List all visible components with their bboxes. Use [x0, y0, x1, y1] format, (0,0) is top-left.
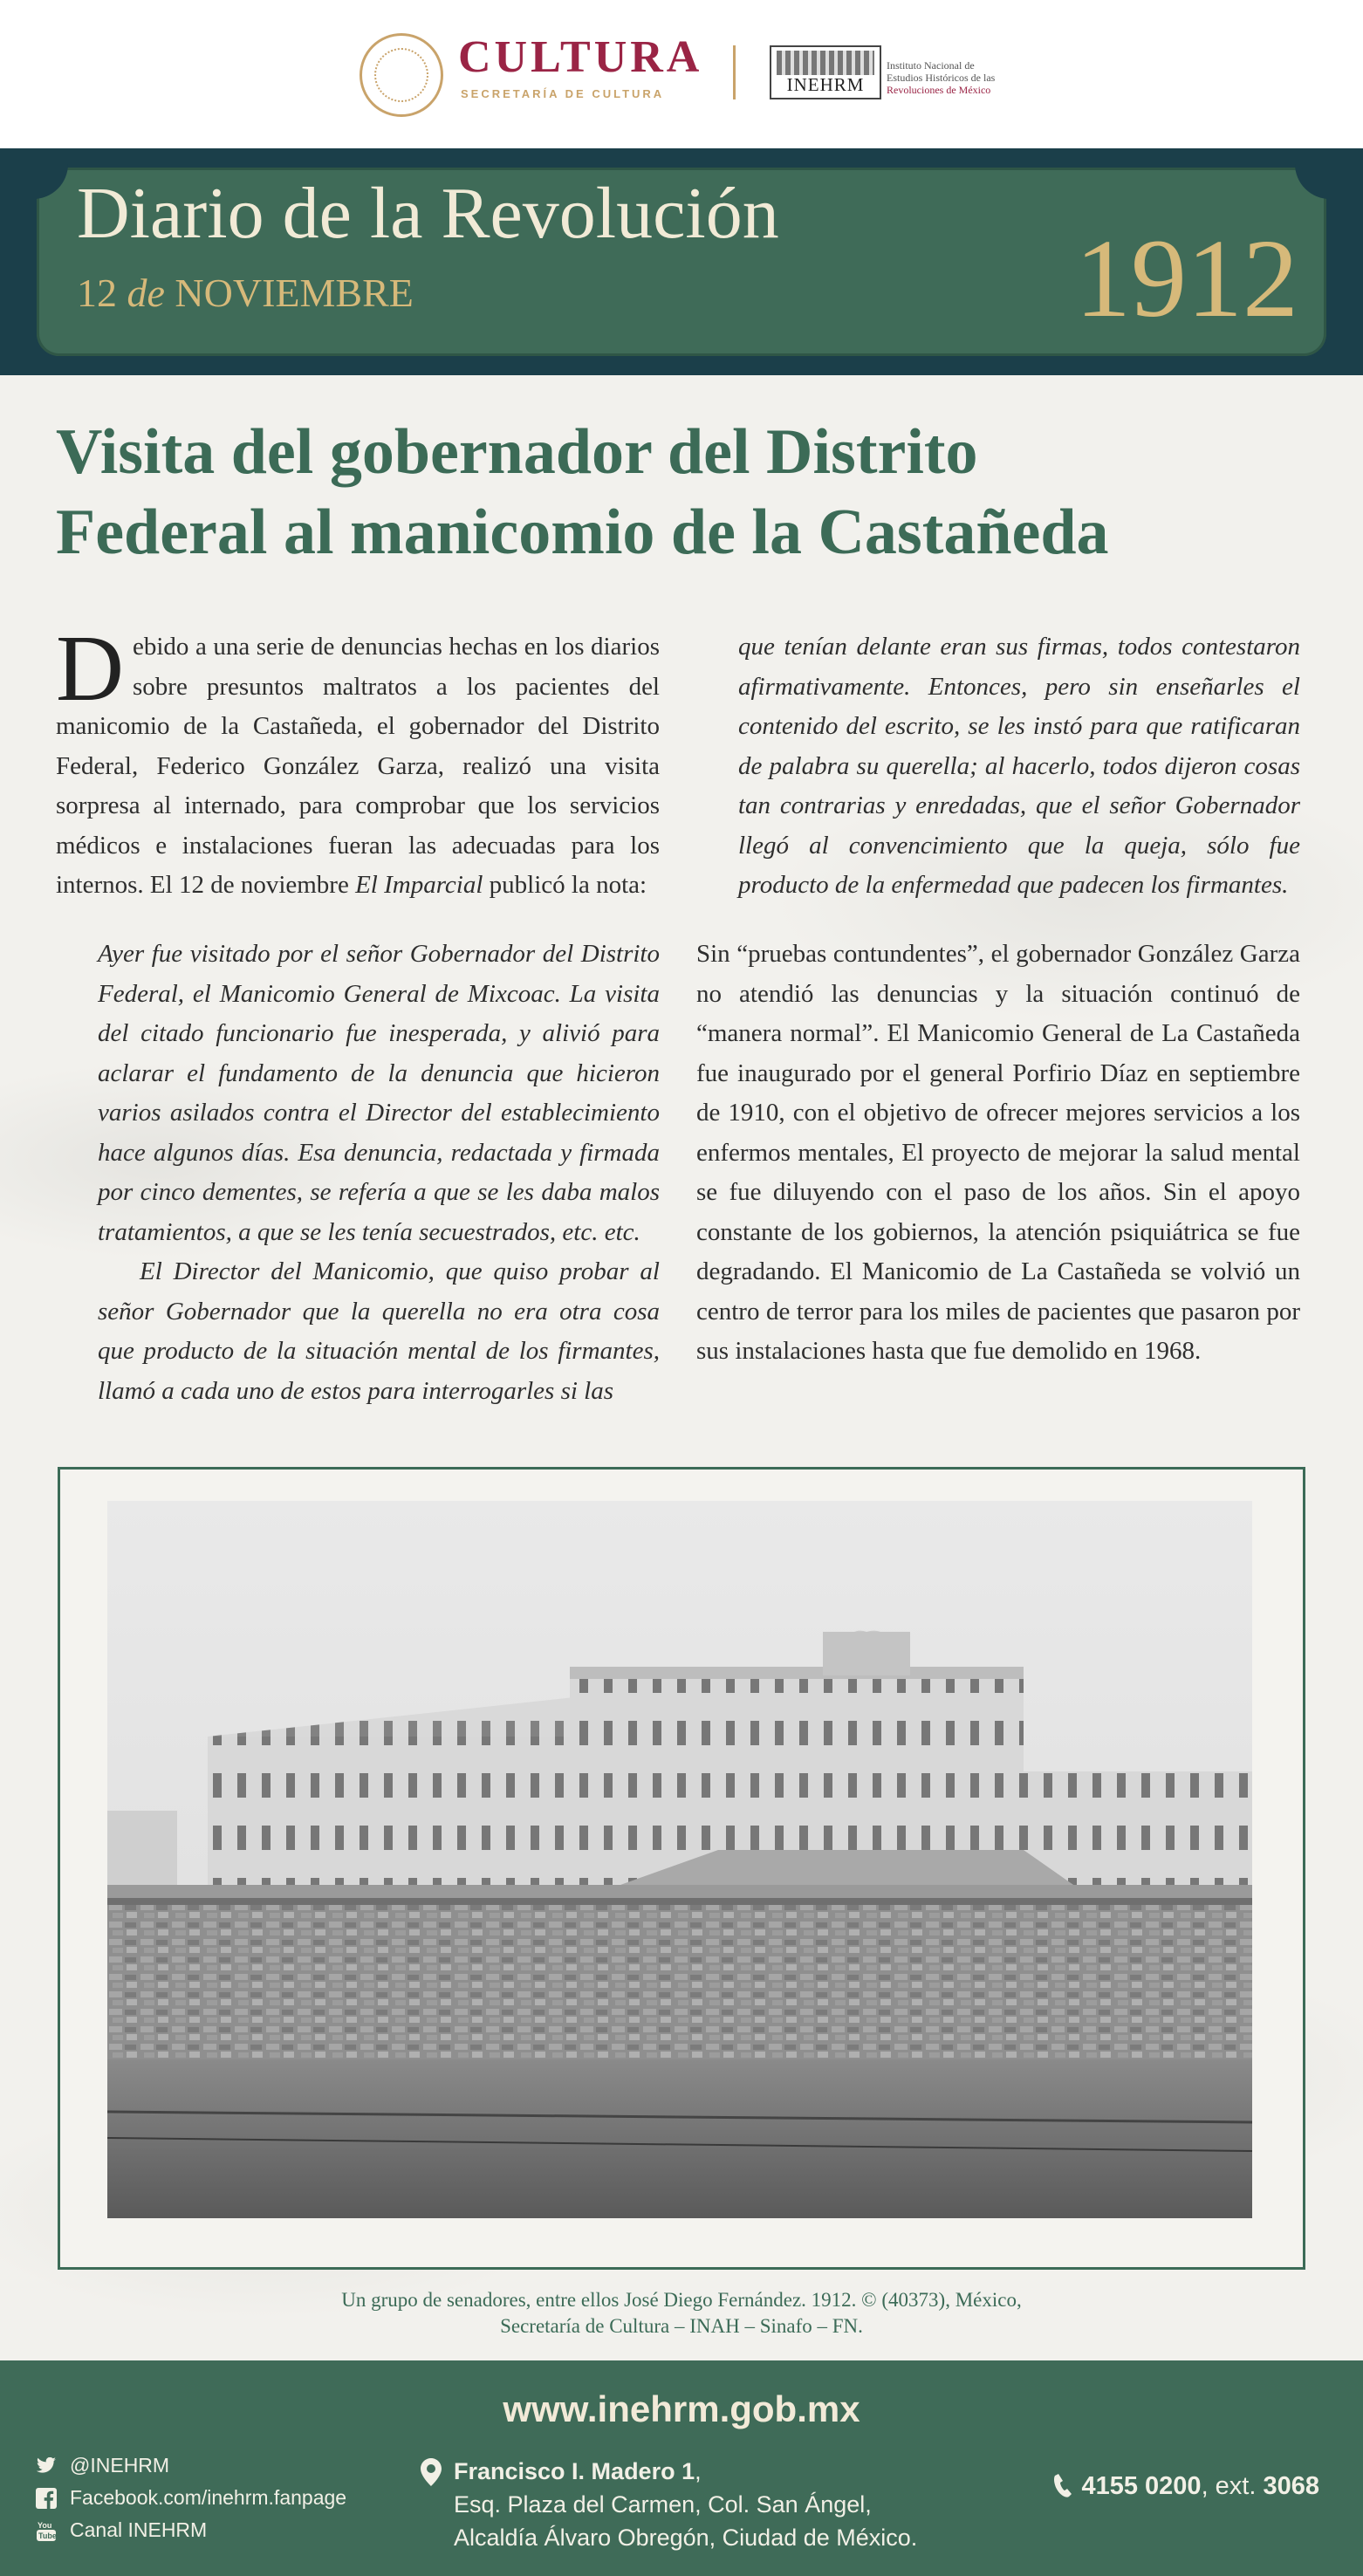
phone-icon	[1053, 2473, 1072, 2504]
website-link[interactable]: www.inehrm.gob.mx	[503, 2388, 860, 2429]
inehrm-logo	[770, 45, 881, 99]
article-headline: Visita del gobernador del Distrito Federal al manicomio de la Castañeda	[56, 416, 1109, 568]
drop-cap: D	[56, 617, 124, 721]
page-year: 1912	[1075, 216, 1298, 340]
svg-text:Tube: Tube	[38, 2531, 57, 2540]
social-links	[35, 2449, 346, 2546]
youtube-icon	[35, 2519, 58, 2542]
address: Francisco I. Madero 1, Esq. Plaza del Carmen, Col. San Ángel, Alcaldía Álvaro Obregón, Ciudad de México.	[454, 2455, 917, 2554]
twitter-icon	[35, 2455, 58, 2477]
quote-paragraph-2: El Director del Manicomio, que quiso probar al señor Gobernador que la querella no era otra cosa que producto de la situación mental de los firmantes, llamó a cada uno de estos para interrogarles si las	[98, 1257, 660, 1405]
quote-block	[98, 935, 660, 1411]
footer	[0, 2360, 1363, 2576]
cultura-subtitle: SECRETARÍA DE CULTURA	[461, 87, 665, 100]
inehrm-wordmark: INEHRM	[786, 74, 865, 95]
logo-divider	[733, 45, 736, 99]
quote-continuation: que tenían delante eran sus firmas, todos contestaron afirmativamente. Entonces, pero sin enseñarles el contenido del escrito, se les instó para que ratificaran de palabra su querella; al hacerlo, todos dijeron cosas tan contrarias y enredadas, que el señor Gobernador llegó al convencimiento que la queja, sólo fue producto de la enfermedad que padecen los firmantes.	[738, 633, 1300, 899]
photo-caption: Un grupo de senadores, entre ellos José Diego Fernández. 1912. © (40373), México, Secretaría de Cultura – INAH – Sinafo – FN.	[341, 2289, 1022, 2337]
phone-number[interactable]: 4155 0200, ext. 3068	[1053, 2472, 1319, 2504]
quote-paragraph-1: Ayer fue visitado por el señor Gobernador del Distrito Federal, el Manicomio General de Mixcoac. La visita del citado funcionario fue inesperada, y alivió para aclarar el fundamento de la denuncia que hicieron varios asilados contra el Director del establecimiento hace algunos días. Esa denuncia, redactada y firmada por cinco dementes, se refería a que se les daba malos tratamientos, a que se les tenía secuestrados, etc. etc.	[98, 940, 660, 1246]
institute-name: Instituto Nacional de Estudios Históricos de las Revoluciones de México	[887, 59, 996, 96]
page-title: Diario de la Revolución	[77, 173, 779, 254]
intro-paragraph: Debido a una serie de denuncias hechas en los diarios sobre presuntos maltratos a los pacientes del manicomio de la Castañeda, el gobernador del Distrito Federal, Federico González Garza, realizó una visita sorpresa al internado, para comprobar que los servicios médicos e instalaciones fueran las adecuadas para los internos. El 12 de noviembre El Imparcial publicó la nota:	[56, 617, 660, 899]
twitter-link[interactable]: @INEHRM	[35, 2449, 346, 2482]
page-date: 12 de NOVIEMBRE	[77, 271, 414, 315]
building-icon	[777, 51, 874, 75]
facebook-icon	[35, 2487, 58, 2510]
closing-paragraph: Sin “pruebas contundentes”, el gobernador González Garza no atendió las denuncias y la situación continuó de “manera normal”. El Manicomio General de La Castañeda fue inaugurado por el general Porfirio Díaz en septiembre de 1910, con el objetivo de ofrecer mejores servicios a los enfermos mentales, El proyecto de mejorar la salud mental se fue diluyendo con el paso de los años. Sin el apoyo constante de los gobiernos, la atención psiquiátrica se fue degradando. El Manicomio de La Castañeda se volvió un centro de terror para los miles de pacientes que pasaron por sus instalaciones hasta que fue demolido en 1968.	[696, 940, 1300, 1365]
asylum-photo	[107, 1501, 1252, 2218]
youtube-link[interactable]: You Tube Canal INEHRM	[35, 2514, 346, 2546]
facebook-link[interactable]: Facebook.com/inehrm.fanpage	[35, 2482, 346, 2514]
svg-text:You: You	[38, 2520, 52, 2530]
seal-icon	[360, 33, 443, 117]
photo-frame	[58, 1467, 1305, 2270]
location-pin-icon	[421, 2458, 442, 2495]
logo-bar	[0, 0, 1363, 148]
cultura-logo: CULTURA	[458, 32, 703, 82]
